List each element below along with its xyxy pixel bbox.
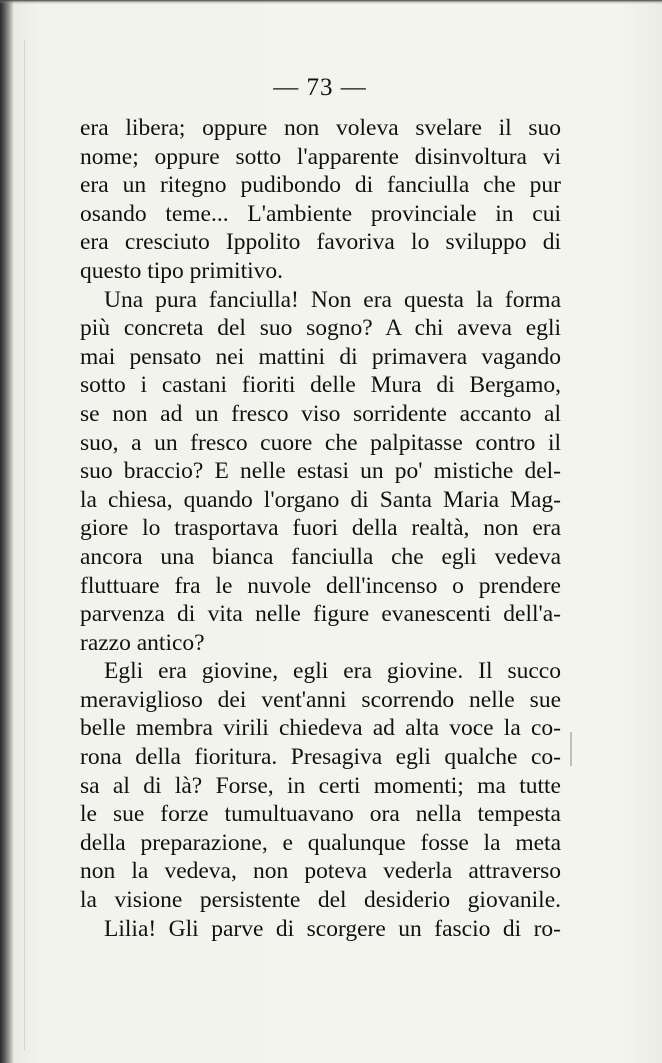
text-line: la chiesa, quando l'organo di Santa Maria Mag- — [80, 486, 561, 513]
text-line: era libera; oppure non voleva svelare il suo — [80, 115, 561, 141]
page-binding-edge — [0, 0, 14, 1063]
text-line: le sue forze tumultuavano ora nella tempesta — [80, 801, 561, 828]
text-line: Una pura fanciulla! Non era questa la forma — [104, 286, 561, 313]
scan-artifact-mark — [570, 732, 572, 766]
text-line: sa al di là? Forse, in certi momenti; ma tutte — [80, 772, 561, 799]
body-text — [80, 114, 561, 943]
text-line: fluttuare fra le nuvole dell'incenso o prendere — [80, 572, 561, 599]
text-line: osando teme... L'ambiente provinciale in cui — [80, 200, 561, 227]
text-line: questo tipo primitivo. — [80, 257, 284, 284]
text-line: Lilia! Gli parve di scorgere un fascio di ro- — [104, 915, 561, 942]
text-line: suo braccio? E nelle estasi un po' mistiche del- — [80, 458, 561, 485]
page-top-edge — [0, 0, 662, 4]
text-line: ancora una bianca fanciulla che egli vedeva — [80, 543, 561, 570]
text-line: belle membra virili chiedeva ad alta voce la co- — [80, 715, 561, 742]
text-line: non la vedeva, non poteva vederla attraverso — [80, 858, 561, 885]
text-line: meraviglioso dei vent'anni scorrendo nelle sue — [80, 686, 561, 713]
text-line: più concreta del suo sogno? A chi aveva egli — [80, 315, 561, 342]
text-line: sotto i castani fioriti delle Mura di Bergamo, — [80, 372, 561, 399]
text-line: razzo antico? — [80, 629, 205, 656]
text-line: giore lo trasportava fuori della realtà, non era — [80, 515, 561, 542]
text-line: nome; oppure sotto l'apparente disinvoltura vi — [80, 143, 561, 170]
text-line: mai pensato nei mattini di primavera vagando — [80, 343, 561, 370]
text-line: se non ad un fresco viso sorridente accanto al — [80, 400, 561, 427]
page-number: — 73 — — [273, 74, 367, 101]
text-line: era un ritegno pudibondo di fanciulla che pur — [80, 172, 561, 199]
text-line: Egli era giovine, egli era giovine. Il succo — [104, 658, 561, 685]
scan-artifact-mark — [24, 40, 25, 1050]
text-line: suo, a un fresco cuore che palpitasse contro il — [80, 429, 561, 456]
text-line: della preparazione, e qualunque fosse la meta — [80, 829, 561, 856]
text-line: era cresciuto Ippolito favoriva lo sviluppo di — [80, 229, 561, 256]
text-line: parvenza di vita nelle figure evanescenti dell'a- — [80, 601, 561, 628]
text-line: rona della fioritura. Presagiva egli qualche co- — [80, 744, 561, 771]
text-line: la visione persistente del desiderio giovanile. — [80, 887, 561, 914]
